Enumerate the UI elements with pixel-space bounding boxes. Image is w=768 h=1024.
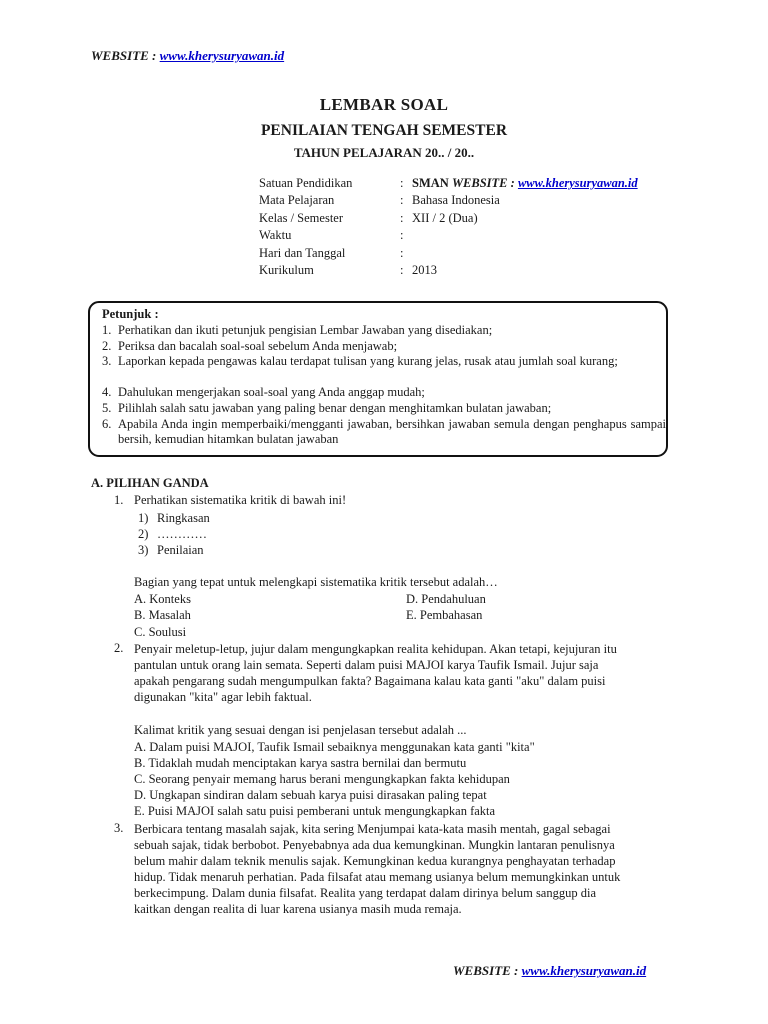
instruction-number: 5. [102,401,112,415]
option-b[interactable]: B. Tidaklah mudah menciptakan karya sastra bernilai dan bermutu [134,756,467,770]
list-number: 1) [138,511,149,525]
section-heading: A. PILIHAN GANDA [91,476,209,490]
question-number: 1. [114,493,124,507]
website-footer [453,963,646,979]
instruction-text: Periksa dan bacalah soal-soal sebelum Anda menjawab; [118,338,398,353]
info-value: XII / 2 (Dua) [412,210,478,225]
info-colon: : [400,210,404,225]
question-line: hidup. Tidak menaruh perhatian. Pada filsafat atau memang usianya belum memungkinkan untuk [134,870,621,884]
page-title: LEMBAR SOAL [319,95,449,114]
instruction-number: 3. [102,354,112,368]
question-text [134,641,617,705]
academic-year: TAHUN PELAJARAN 20.. / 20.. [293,145,475,160]
info-row-date [259,245,638,262]
question-prompt: Bagian yang tepat untuk melengkapi sistematika kritik tersebut adalah… [134,575,498,589]
info-key: Satuan Pendidikan [259,176,353,190]
info-website-label: WEBSITE : [451,176,515,190]
instruction-text: Dahulukan mengerjakan soal-soal yang Anda anggap mudah; [118,385,425,399]
question-text: Perhatikan sistematika kritik di bawah ini! [134,493,347,507]
info-key: Kurikulum [259,262,314,277]
info-value: 2013 [412,262,437,277]
question-line: sebuah sajak, tidak berbobot. Penyebabnya ada dua kemungkinan. Mungkin lantaran penulisnya [134,838,615,852]
info-key: Mata Pelajaran [259,193,335,208]
website-link[interactable]: www.kherysuryawan.id [159,48,285,63]
info-key: Waktu [259,228,292,243]
list-number: 2) [138,527,149,541]
info-colon: : [400,245,404,260]
question-number: 2. [114,641,124,655]
option-e[interactable]: E. Pembahasan [406,608,483,622]
website-label: WEBSITE : [91,48,157,63]
question-line: belum mahir dalam teknik menulis sajak. Kemungkinan kedua kurangnya penghayatan terhadap [134,854,616,868]
website-link[interactable]: www.kherysuryawan.id [521,963,647,978]
option-d[interactable]: D. Pendahuluan [406,592,486,606]
question-number: 3. [114,821,124,835]
info-value: Bahasa Indonesia [412,193,500,208]
question-line: pantulan untuk orang lain semata. Seperti dalam puisi MAJOI karya Taufik Ismail. Jujur saja [134,658,599,672]
question-line: berkecimpung. Dalam dunia filsafat. Realita yang terdapat dalam dirinya belum sanggup dia [134,886,596,900]
page-subtitle: PENILAIAN TENGAH SEMESTER [260,122,508,139]
instruction-number: 2. [102,338,112,353]
info-colon: : [400,193,404,208]
website-header [91,48,284,64]
option-a[interactable]: A. Dalam puisi MAJOI, Taufik Ismail sebaiknya menggunakan kata ganti "kita" [134,740,535,754]
info-colon: : [400,176,404,190]
question-line: Penyair meletup-letup, jujur dalam mengungkapkan realita kehidupan. Akan tetapi, kejujuran itu [134,642,617,656]
info-table [259,175,638,279]
question-line: kaitkan dengan realita di luar karena usianya masih muda remaja. [134,902,462,916]
option-e[interactable]: E. Puisi MAJOI salah satu puisi pemberani untuk mengungkapkan fakta [134,804,496,818]
list-text: ………… [157,527,207,541]
list-number: 3) [138,543,149,557]
instructions-heading: Petunjuk : [102,307,159,321]
list-text: Ringkasan [157,511,210,525]
option-d[interactable]: D. Ungkapan sindiran dalam sebuah karya puisi dirasakan paling tepat [134,788,487,802]
instruction-number: 1. [102,323,112,337]
info-row-subject [259,192,638,209]
info-key: Hari dan Tanggal [259,245,346,260]
question-line: digunakan "kita" agar lebih faktual. [134,690,312,704]
option-b[interactable]: B. Masalah [134,608,191,622]
instructions-box [88,301,668,457]
question-line: apakah pengarang sudah mengumpulkan fakta? Bagaimana kalau kata ganti "aku" dalam puisi [134,674,606,688]
info-value-school: SMAN [412,176,449,190]
question-line: Berbicara tentang masalah sajak, kita sering Menjumpai kata-kata masih mentah, gagal sebagai [134,822,611,836]
info-row-curriculum [259,262,638,279]
option-c[interactable]: C. Seorang penyair memang harus berani mengungkapkan fakta kehidupan [134,772,510,786]
instruction-text: Laporkan kepada pengawas kalau terdapat tulisan yang kurang jelas, rusak atau jumlah soal kurang; [118,354,618,368]
option-c[interactable]: C. Soulusi [134,625,187,639]
question-prompt: Kalimat kritik yang sesuai dengan isi penjelasan tersebut adalah ... [134,723,467,737]
instruction-number: 6. [102,417,112,431]
question-text [134,821,620,917]
instruction-text: Pilihlah salah satu jawaban yang paling benar dengan menghitamkan bulatan jawaban; [118,401,552,415]
website-label: WEBSITE : [453,963,519,978]
info-colon: : [400,228,404,243]
instruction-text: Perhatikan dan ikuti petunjuk pengisian Lembar Jawaban yang disediakan; [118,323,493,337]
list-text: Penilaian [157,543,204,557]
info-colon: : [400,262,404,277]
info-key: Kelas / Semester [259,210,344,225]
info-row-class [259,210,638,227]
info-website-link[interactable]: www.kherysuryawan.id [517,176,638,190]
info-row-time [259,227,638,244]
instruction-text: Apabila Anda ingin memperbaiki/mengganti jawaban, bersihkan jawaban semula dengan penghapus sampai bersih, kemudian hitamkan bulatan jawaban [118,417,666,446]
info-row-school [259,175,638,192]
option-a[interactable]: A. Konteks [134,592,191,606]
instruction-number: 4. [102,385,112,399]
